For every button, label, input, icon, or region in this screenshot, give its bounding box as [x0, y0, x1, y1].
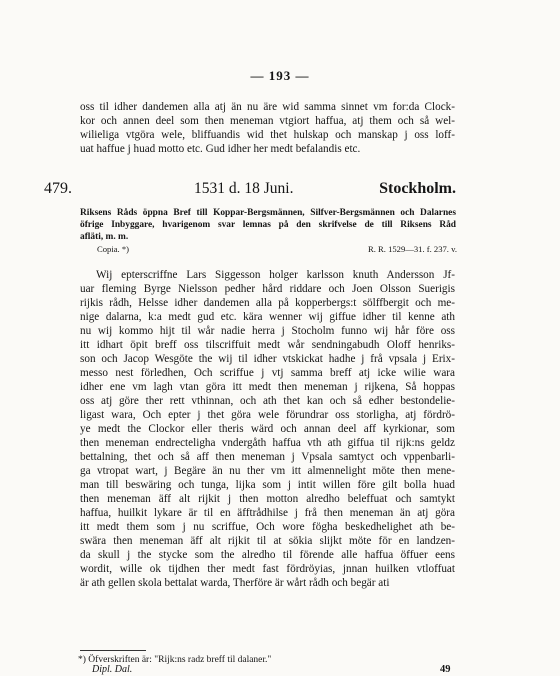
text-line: oss atj göre ther rett vthinnan, och ath thet kan och så edher bestondelie-	[80, 395, 455, 407]
text-line: messo nest förledhen, Och scriffue j vtj samma breff atj icke wilie wara	[80, 367, 455, 379]
copia-label: Copia. *)	[97, 244, 129, 254]
continuation-text	[80, 100, 455, 156]
document-place: Stockholm.	[379, 180, 456, 197]
text-line: haffua, huilkit lykare är til en äfftrådhilse j frå then meneman än atj göra	[80, 507, 455, 519]
text-line: rijkis rådh, Helsse idher dandemen alla på kopperbergs:t sölffbergit och me-	[80, 297, 455, 309]
copia-source: R. R. 1529—31. f. 237. v.	[368, 244, 457, 254]
text-line: wordit, wille ok tijdhen ther medt fast fördröyias, jnnan huilken vtloffuat	[80, 563, 455, 575]
text-line: afläti, m. m.	[80, 232, 129, 242]
text-line: ga vtropat wart, j Begäre än nu ther vm itt almennelight möte then mene-	[80, 465, 455, 477]
text-line: nige dalarna, k:a medt gud etc. kära wenner wij giffue idher til kenne ath	[80, 311, 455, 323]
source-line	[97, 244, 457, 256]
text-line: Wij epterscriffne Lars Siggesson holger karlsson knuth Andersson Jf-	[96, 269, 455, 281]
document-summary	[80, 207, 456, 243]
text-line: uat haffue j huad motto etc. Gud idher her medt befalandis etc.	[80, 143, 361, 155]
text-line: uar fleming Byrge Nielsson pedher hård riddare och Joen Olsson Suerigis	[80, 283, 455, 295]
document-date: 1531 d. 18 Juni.	[194, 180, 294, 197]
text-line: öfrige Inbyggare, hvarigenom svar lemnas på den skrifvelse de till Riksens Råd	[80, 220, 456, 230]
text-line: ligast wara, Och epter j thet göra wele förundrar oss storligha, atj fördrö-	[80, 409, 455, 421]
footnote-divider	[80, 650, 146, 651]
text-line: itt medt them som j nu scriffue, Och wore fögha beskedhelighet ath be-	[80, 521, 455, 533]
document-number: 479.	[44, 180, 72, 197]
text-line: wilieliga vtgöra wele, bliffuandis wid thet hulskap och manskap j oss loff-	[80, 129, 455, 141]
text-line: idher ene vm lagh vtan göra itt medt then meneman j rijkena, Så hoppas	[80, 381, 455, 393]
sheet-number: 49	[440, 664, 451, 675]
text-line: ye medt the Clockor eller theris wärd och annan deel aff kyrkionar, som	[80, 423, 455, 435]
text-line: oss til idher dandemen alla atj än nu äre wid samma sinnet vm for:da Clock-	[80, 101, 455, 113]
text-line: man till beswäring och tunga, lijka som j intit willen före gilt bolla huad	[80, 479, 455, 491]
text-line: da skull j the stycke som the alredho til förende alle haffua öffuer eens	[80, 549, 455, 561]
text-line: then meneman äff alt rijkit j then motton alredho beleffuat och samtykt	[80, 493, 455, 505]
text-line: son och Jacop Wesgöte the wij til idher vtskickat hadhe j frå vpsala j Erix-	[80, 353, 455, 365]
text-line: itt idhart öpit breff oss tilscriffuit medt wår sendningabudh Oloff henriks-	[80, 339, 455, 351]
signature-mark: Dipl. Dal.	[92, 664, 133, 675]
text-line: Riksens Råds öppna Bref till Koppar-Bergsmännen, Silfver-Bergsmännen och Dalarnes	[80, 208, 456, 218]
text-line: swära then meneman äff alt rijkit til at sökia slijkt möte för en landzen-	[80, 535, 455, 547]
text-line: then meneman endrecteligha vndergåth haffua vth ath giffua til rijk:ns geldz	[80, 437, 455, 449]
text-line: är ath gellen skola bettalat warda, Therföre är wårt rådh och begär ati	[80, 577, 390, 589]
page-number: — 193 —	[250, 68, 310, 83]
text-line: bettalning, thet och så aff then meneman j Vpsala samtyct och vppenbarli-	[80, 451, 455, 463]
text-line: kor och annen deel som then meneman vtgiort haffua, atj them och så wel-	[80, 115, 455, 127]
text-line: nu wij kommo hijt til wår nadie herra j Stocholm funno wij hår före oss	[80, 325, 455, 337]
letter-body	[80, 268, 455, 590]
document-header	[44, 180, 456, 200]
footnote: *) Öfverskriften är: "Rijk:ns radz breff til dalaner."	[78, 655, 272, 665]
